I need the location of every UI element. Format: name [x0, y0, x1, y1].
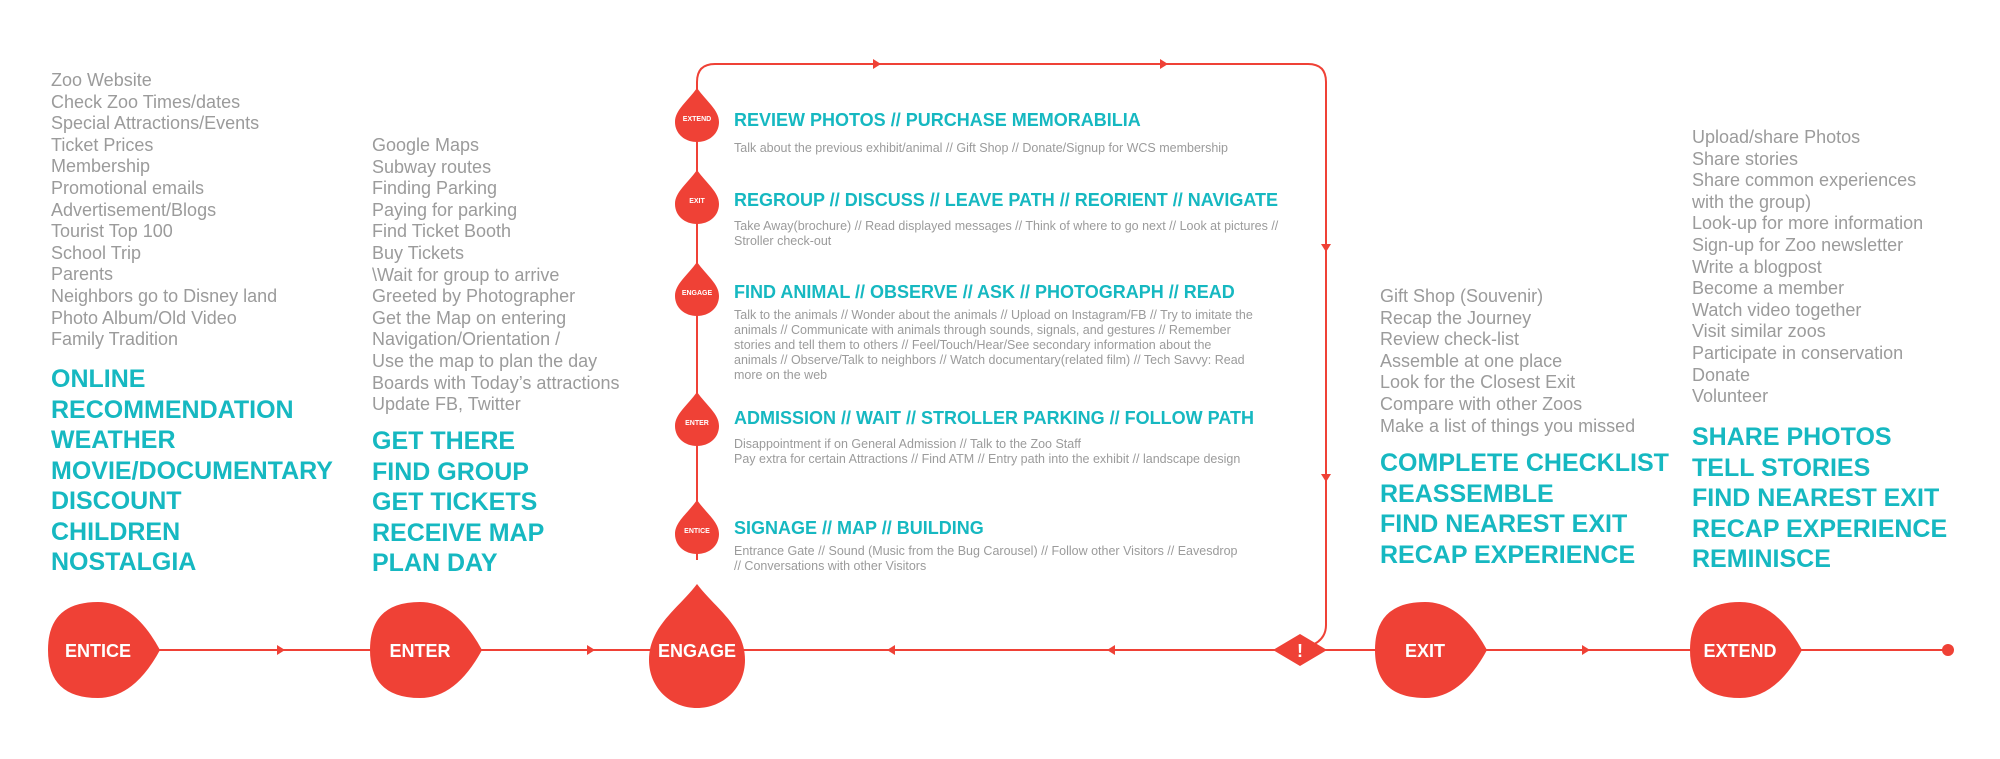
description-line: Pay extra for certain Attractions // Find ATM // Entry path into the exhibit // landscape design: [734, 452, 1241, 466]
keyword: SHARE PHOTOS: [1692, 423, 1892, 451]
detail-item: Membership: [51, 156, 151, 177]
detail-item: Promotional emails: [51, 177, 205, 198]
description-line: animals // Observe/Talk to neighbors // Watch documentary(related film) // Tech Savvy: Read: [734, 353, 1245, 367]
detail-item: \Wait for group to arrive: [372, 264, 560, 285]
arrow-right-icon: [277, 645, 285, 655]
marker-exit-icon: [675, 170, 719, 224]
description-line: animals // Communicate with animals through sounds, signals, and gestures // Remember: [734, 323, 1231, 337]
arrow-left-icon: [1107, 645, 1115, 655]
detail-item: Make a list of things you missed: [1380, 415, 1636, 436]
svg-text:ENGAGE: ENGAGE: [681, 290, 713, 297]
stage-enter: [370, 602, 482, 698]
stage-entice: [48, 602, 160, 698]
description-line: Take Away(brochure) // Read displayed messages // Think of where to go next // Look at pictures //: [734, 219, 1279, 233]
description-line: Disappointment if on General Admission // Talk to the Zoo Staff: [734, 437, 1081, 451]
detail-item: Paying for parking: [372, 199, 518, 220]
detail-item: Finding Parking: [372, 178, 498, 199]
keyword: WEATHER: [51, 426, 176, 454]
svg-text:EXTEND: EXTEND: [682, 116, 712, 123]
detail-item: Navigation/Orientation /: [372, 329, 561, 350]
detail-item: Volunteer: [1692, 386, 1769, 407]
keyword: TELL STORIES: [1692, 453, 1871, 482]
detail-item: Watch video together: [1692, 299, 1862, 320]
detail-item: Special Attractions/Events: [51, 113, 260, 134]
detail-item: Parents: [51, 264, 114, 285]
engage-loop-path: [697, 64, 1326, 646]
arrow-left-icon: [887, 645, 895, 655]
timeline-end-dot: [1942, 644, 1954, 656]
description-line: more on the web: [734, 368, 828, 382]
keyword: FIND NEAREST EXIT: [1692, 484, 1940, 512]
detail-item: Check Zoo Times/dates: [51, 91, 241, 112]
engage-sub-engage-title: FIND ANIMAL // OBSERVE // ASK // PHOTOGRAPH // READ: [734, 282, 1235, 302]
detail-item: Share common experiences: [1692, 170, 1917, 191]
marker-entice-icon: [675, 500, 719, 554]
marker-enter-icon: [675, 392, 719, 446]
detail-item: Ticket Prices: [51, 134, 154, 155]
keyword: RECAP EXPERIENCE: [1380, 540, 1636, 569]
detail-item: Participate in conservation: [1692, 342, 1904, 363]
engage-sub-entice-title: SIGNAGE // MAP // BUILDING: [734, 518, 984, 538]
detail-item: Zoo Website: [51, 70, 152, 90]
detail-item: Advertisement/Blogs: [51, 199, 217, 220]
keyword: FIND NEAREST EXIT: [1380, 510, 1628, 538]
engage-sub-extend-title: REVIEW PHOTOS // PURCHASE MEMORABILIA: [734, 110, 1141, 130]
detail-item: Share stories: [1692, 148, 1799, 169]
detail-item: Update FB, Twitter: [372, 394, 521, 415]
detail-item: Look for the Closest Exit: [1380, 372, 1576, 393]
keyword: FIND GROUP: [372, 457, 529, 486]
keyword: COMPLETE CHECKLIST: [1380, 449, 1669, 477]
arrow-right-icon: [587, 645, 595, 655]
description-line: Stroller check-out: [734, 234, 832, 248]
svg-text:!: !: [1297, 641, 1303, 661]
detail-item: Upload/share Photos: [1692, 127, 1861, 147]
detail-item: Boards with Today’s attractions: [372, 372, 620, 393]
arrow-down-icon: [1321, 244, 1331, 252]
detail-item: Look-up for more information: [1692, 213, 1924, 234]
svg-text:ENGAGE: ENGAGE: [657, 641, 737, 661]
detail-item: Sign-up for Zoo newsletter: [1692, 234, 1904, 255]
svg-text:EXIT: EXIT: [689, 198, 705, 205]
svg-text:ENTER: ENTER: [685, 420, 709, 427]
keyword: NOSTALGIA: [51, 548, 197, 576]
marker-extend-icon: [675, 88, 719, 142]
detail-item: School Trip: [51, 242, 142, 263]
stage-decision: [1273, 634, 1327, 666]
keyword: CHILDREN: [51, 517, 181, 546]
detail-item: Become a member: [1692, 278, 1845, 299]
detail-item: with the group): [1692, 191, 1812, 212]
description-line: // Conversations with other Visitors: [734, 559, 927, 573]
keyword: MOVIE/DOCUMENTARY: [51, 456, 333, 485]
detail-item: Neighbors go to Disney land: [51, 285, 278, 306]
keyword: GET TICKETS: [372, 488, 538, 516]
marker-engage-icon: [675, 262, 719, 316]
description-line: Talk to the animals // Wonder about the animals // Upload on Instagram/FB // Try to imitate the: [734, 308, 1253, 322]
description-line: Talk about the previous exhibit/animal // Gift Shop // Donate/Signup for WCS membership: [734, 141, 1228, 155]
arrow-down-icon: [1321, 474, 1331, 482]
stage-exit: [1375, 602, 1487, 698]
keyword: PLAN DAY: [372, 549, 498, 577]
svg-text:ENTICE: ENTICE: [684, 528, 710, 535]
keyword: DISCOUNT: [51, 487, 182, 515]
svg-text:EXTEND: EXTEND: [1703, 641, 1777, 661]
keyword: REASSEMBLE: [1380, 479, 1554, 508]
detail-item: Buy Tickets: [372, 242, 465, 263]
detail-item: Get the Map on entering: [372, 307, 567, 328]
detail-item: Visit similar zoos: [1692, 321, 1826, 342]
detail-item: Photo Album/Old Video: [51, 307, 237, 328]
detail-item: Recap the Journey: [1380, 307, 1532, 328]
detail-item: Use the map to plan the day: [372, 350, 598, 371]
stage-engage: [649, 584, 745, 708]
description-line: Entrance Gate // Sound (Music from the Bug Carousel) // Follow other Visitors // Eavesdrop: [734, 544, 1238, 558]
detail-item: Tourist Top 100: [51, 221, 173, 242]
svg-text:ENTICE: ENTICE: [64, 641, 132, 661]
engage-sub-enter-title: ADMISSION // WAIT // STROLLER PARKING // FOLLOW PATH: [734, 408, 1254, 428]
keyword: RECOMMENDATION: [51, 395, 294, 424]
svg-text:EXIT: EXIT: [1404, 641, 1446, 661]
detail-item: Donate: [1692, 364, 1751, 385]
arrow-right-icon: [1160, 59, 1168, 69]
arrow-right-icon: [873, 59, 881, 69]
detail-item: Greeted by Photographer: [372, 286, 576, 307]
detail-item: Review check-list: [1380, 329, 1520, 350]
description-line: stories and tell them to others // Feel/Touch/Hear/See secondary information about the: [734, 338, 1212, 352]
keyword: ONLINE: [51, 365, 146, 393]
detail-item: Google Maps: [372, 135, 480, 155]
engage-sub-exit-title: REGROUP // DISCUSS // LEAVE PATH // REORIENT // NAVIGATE: [734, 190, 1279, 210]
detail-item: Assemble at one place: [1380, 350, 1563, 371]
stage-extend: [1690, 602, 1802, 698]
detail-item: Compare with other Zoos: [1380, 393, 1583, 414]
keyword: RECEIVE MAP: [372, 518, 545, 547]
arrow-right-icon: [1582, 645, 1590, 655]
keyword: GET THERE: [372, 427, 516, 455]
detail-item: Subway routes: [372, 156, 492, 177]
detail-item: Gift Shop (Souvenir): [1380, 286, 1544, 306]
detail-item: Find Ticket Booth: [372, 221, 512, 242]
detail-item: Family Tradition: [51, 329, 179, 350]
keyword: REMINISCE: [1692, 545, 1831, 573]
svg-text:ENTER: ENTER: [389, 641, 451, 661]
detail-item: Write a blogpost: [1692, 256, 1822, 277]
keyword: RECAP EXPERIENCE: [1692, 514, 1948, 543]
